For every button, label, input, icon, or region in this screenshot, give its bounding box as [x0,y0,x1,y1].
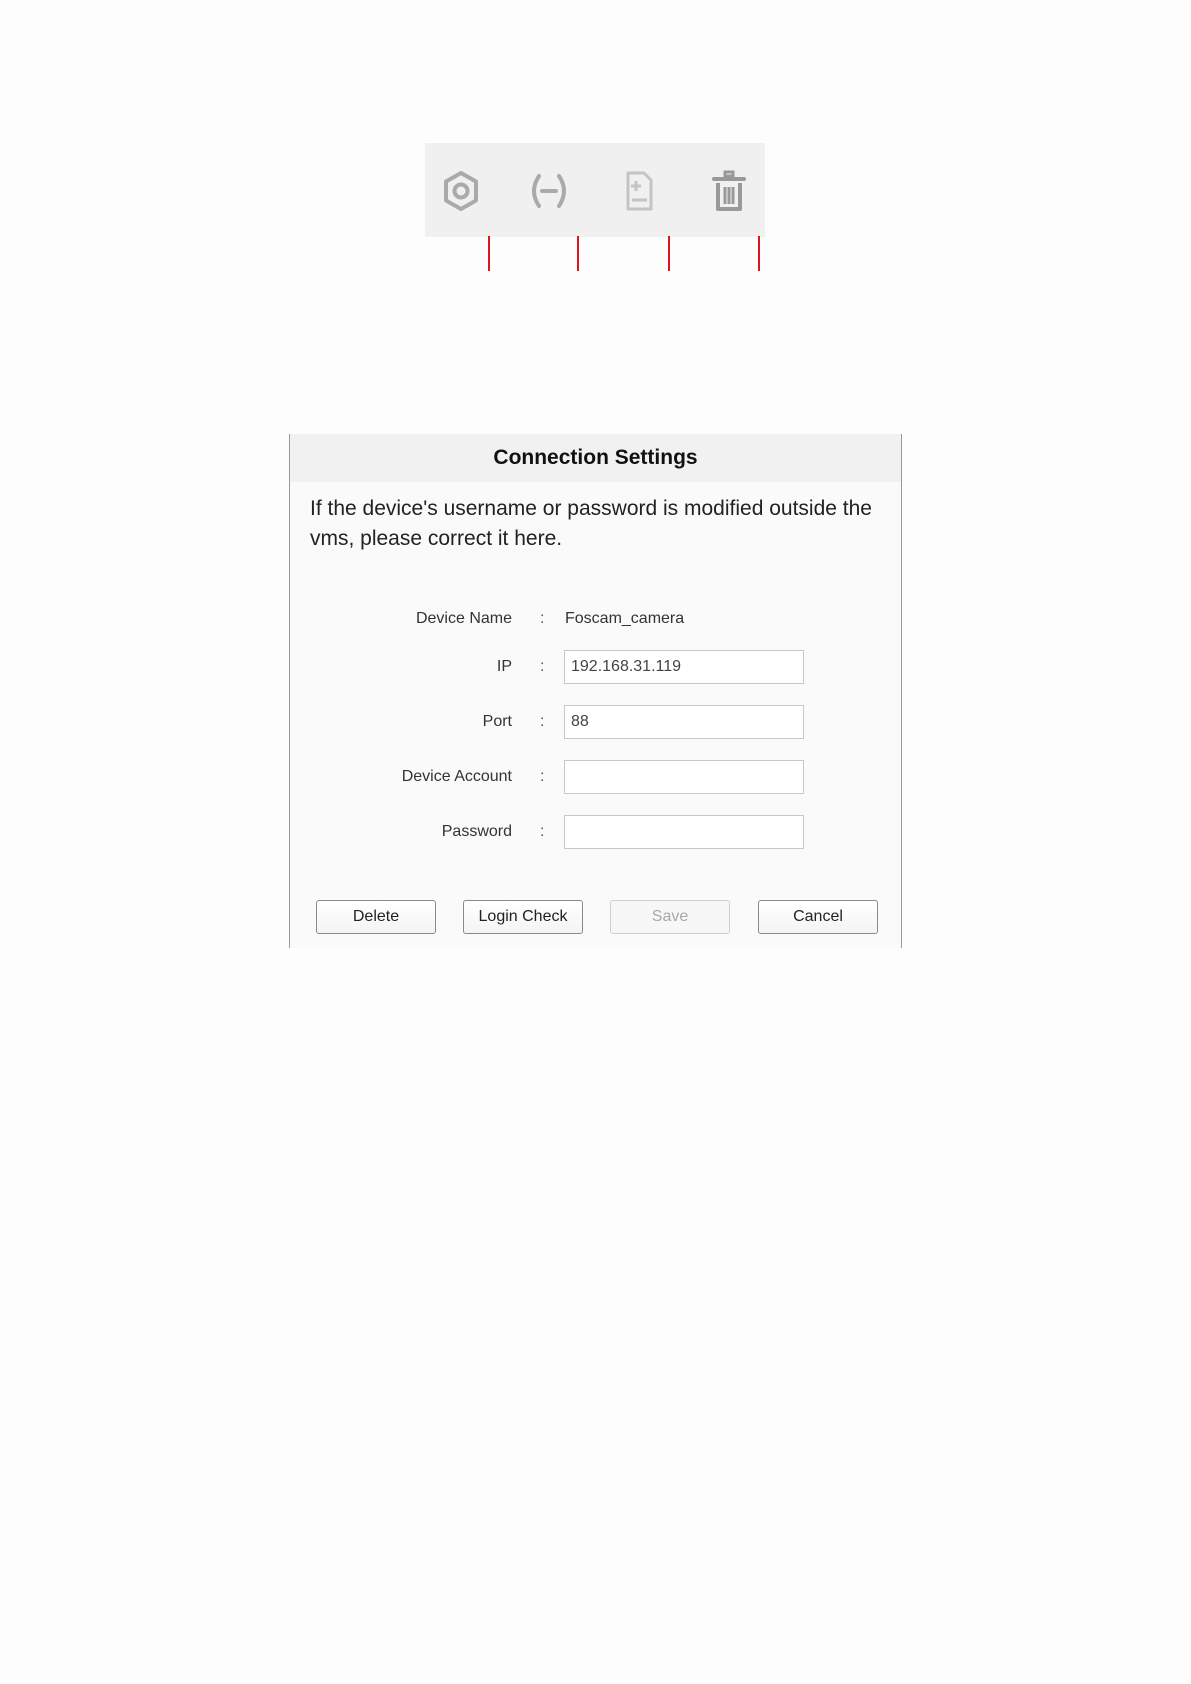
connection-settings-dialog [289,434,902,948]
password-colon: : [540,823,545,840]
disconnect-icon[interactable] [525,167,573,215]
cancel-button[interactable]: Cancel [758,900,878,934]
ip-label: IP [496,658,512,675]
record-icon[interactable] [615,167,663,215]
ip-row [290,650,903,684]
port-colon: : [540,713,545,730]
password-label: Password [441,823,512,840]
account-row [290,760,903,794]
trash-icon[interactable] [705,167,753,215]
dialog-description: If the device's username or password is modified outside the vms, please correct it here. [310,497,872,550]
settings-icon[interactable] [437,167,485,215]
port-input[interactable] [564,705,804,739]
ip-colon: : [540,658,545,675]
device-name-value: Foscam_camera [565,610,685,627]
device-name-colon: : [540,610,545,627]
device-name-label: Device Name [415,610,512,627]
delete-button[interactable]: Delete [316,900,436,934]
callout-line-disconnect [577,236,579,271]
ip-input[interactable] [564,650,804,684]
callout-line-settings [488,236,490,271]
account-colon: : [540,768,545,785]
callout-line-record [668,236,670,271]
login-check-button[interactable]: Login Check [463,900,583,934]
dialog-title: Connection Settings [290,434,901,482]
callout-line-delete [758,236,760,271]
port-label: Port [482,713,512,730]
device-toolbar [425,143,765,237]
port-row [290,705,903,739]
password-row [290,815,903,849]
account-input[interactable] [564,760,804,794]
account-label: Device Account [401,768,512,785]
save-button[interactable]: Save [610,900,730,934]
device-name-row [290,602,903,636]
password-input[interactable] [564,815,804,849]
